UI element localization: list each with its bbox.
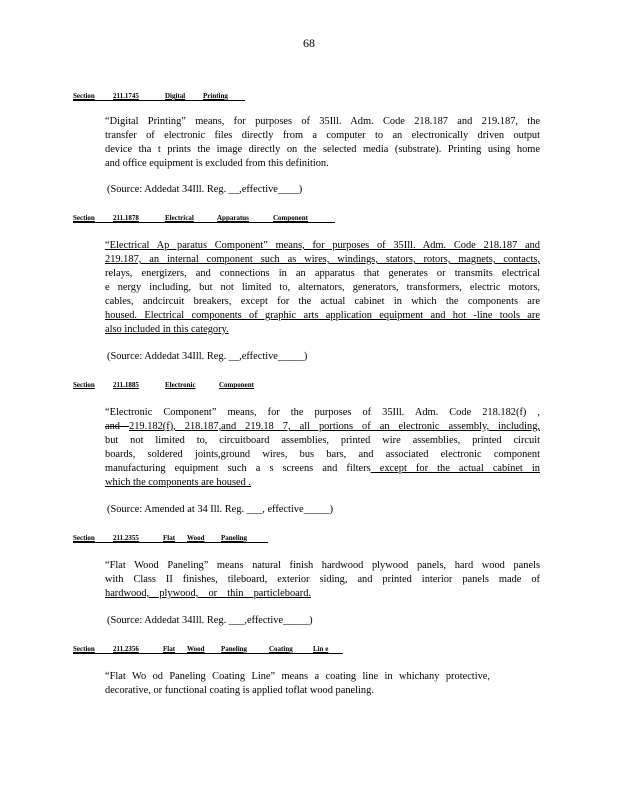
text-line: cables, andcircuit breakers, except for the actual cabinet in which the components are — [105, 296, 540, 307]
heading-rule — [73, 222, 335, 223]
section-title-word: Paneling — [221, 534, 248, 542]
section-title-word: Wood — [187, 645, 205, 653]
section-number: 211.2355 — [113, 534, 139, 542]
page-number: 68 — [303, 36, 315, 50]
section-label: Section — [73, 645, 95, 653]
section-label: Section — [73, 381, 95, 389]
section-title-word: Apparatus — [217, 214, 249, 222]
text-line — [105, 420, 540, 434]
text-line: and office equipment is excluded from this definition. — [105, 158, 329, 169]
section-title-word: Flat — [163, 645, 176, 653]
section-heading-1745 — [73, 91, 543, 101]
text-line: “Electrical Ap paratus Component” means, for purposes of 35Ill. Adm. Code 218.187 and — [105, 240, 540, 251]
text-line: transfer of electronic files directly from a computer to an electronically driven output — [105, 130, 540, 141]
text-line: “Electronic Component” means, for the purposes of 35Ill. Adm. Code 218.182(f) , — [105, 407, 540, 418]
section-heading-1885 — [73, 380, 543, 390]
text-line: 219.187, an internal component such as wires, windings, stators, rotors, magnets, contacts, — [105, 254, 540, 265]
definition-electronic-component — [105, 406, 540, 490]
text-line: e nergy including, but not limited to, alternators, generators, transformers, electric motors, — [105, 282, 540, 293]
source-note: (Source: Addedat 34Ill. Reg. __,effective____) — [107, 184, 303, 195]
section-title-word: Paneling — [221, 645, 248, 653]
text-line: but not limited to, circuitboard assemblies, printed wire assemblies, printed circuit — [105, 435, 540, 446]
source-note: (Source: Amended at 34 Ill. Reg. ___, effective_____) — [107, 504, 334, 515]
section-number: 211.1878 — [113, 214, 139, 222]
section-title-word: Coating — [269, 645, 293, 653]
section-heading-2356 — [73, 644, 543, 654]
section-title-word: Wood — [187, 534, 205, 542]
section-title-word: Digital — [165, 92, 186, 100]
section-title-word: Component — [219, 381, 255, 389]
text-line: “Digital Printing” means, for purposes of 35Ill. Adm. Code 218.187 and 219.187, the — [105, 116, 540, 127]
source-note: (Source: Addedat 34Ill. Reg. ___,effective_____) — [107, 615, 313, 626]
text-line: decorative, or functional coating is applied toflat wood paneling. — [105, 685, 374, 696]
heading-rule — [73, 653, 343, 654]
section-label: Section — [73, 214, 95, 222]
text-line: device tha t prints the image directly on the selected media (substrate). Printing using home — [105, 144, 540, 155]
text-line: “Flat Wood Paneling” means natural finish hardwood plywood panels, hard wood panels — [105, 560, 540, 571]
section-heading-1878 — [73, 213, 543, 223]
text-line: boards, soldered joints,ground wires, bus bars, and associated electronic component — [105, 449, 540, 460]
inserted-text: except for the actual cabinet in — [370, 463, 540, 474]
definition-digital-printing — [105, 115, 540, 171]
text-line: relays, energizers, and connections in an apparatus that generates or transmits electrical — [105, 268, 540, 279]
section-title-word: Electronic — [165, 381, 196, 389]
definition-flat-wood-paneling — [105, 559, 540, 601]
text-line: “Flat Wo od Paneling Coating Line” means a coating line in whichany protective, — [105, 671, 490, 682]
section-heading-2355 — [73, 533, 543, 543]
heading-rule — [73, 100, 245, 101]
text-line: hardwood, plywood, or thin particleboard. — [105, 588, 311, 599]
heading-rule — [73, 542, 268, 543]
definition-flat-wood-paneling-coating-line — [105, 670, 540, 698]
text-line: which the components are housed . — [105, 477, 252, 488]
section-title-word: Flat — [163, 534, 176, 542]
text-line: housed. Electrical components of graphic arts application equipment and hot -line tools are — [105, 310, 540, 321]
text-line: with Class II finishes, tileboard, exterior siding, and printed interior panels made of — [105, 574, 540, 585]
section-title-word: Lin e — [313, 645, 329, 653]
text-line: also included in this category. — [105, 324, 229, 335]
plain-text: manufacturing equipment such a s screens and filters — [105, 463, 371, 474]
text-line — [105, 462, 540, 476]
section-title-word: Electrical — [165, 214, 194, 222]
section-label: Section — [73, 534, 95, 542]
definition-electrical-apparatus-component — [105, 239, 540, 337]
struck-text: and — [105, 421, 130, 432]
section-title-word: Printing — [203, 92, 228, 100]
section-label: Section — [73, 92, 95, 100]
section-number: 211.1885 — [113, 381, 139, 389]
section-number: 211.1745 — [113, 92, 139, 100]
source-note: (Source: Addedat 34Ill. Reg. __,effective_____) — [107, 351, 308, 362]
inserted-text: 219.182(f), 218.187,and 219.18 7, all portions of an electronic assembly, including, — [129, 421, 540, 432]
section-number: 211.2356 — [113, 645, 139, 653]
section-title-word: Component — [273, 214, 309, 222]
